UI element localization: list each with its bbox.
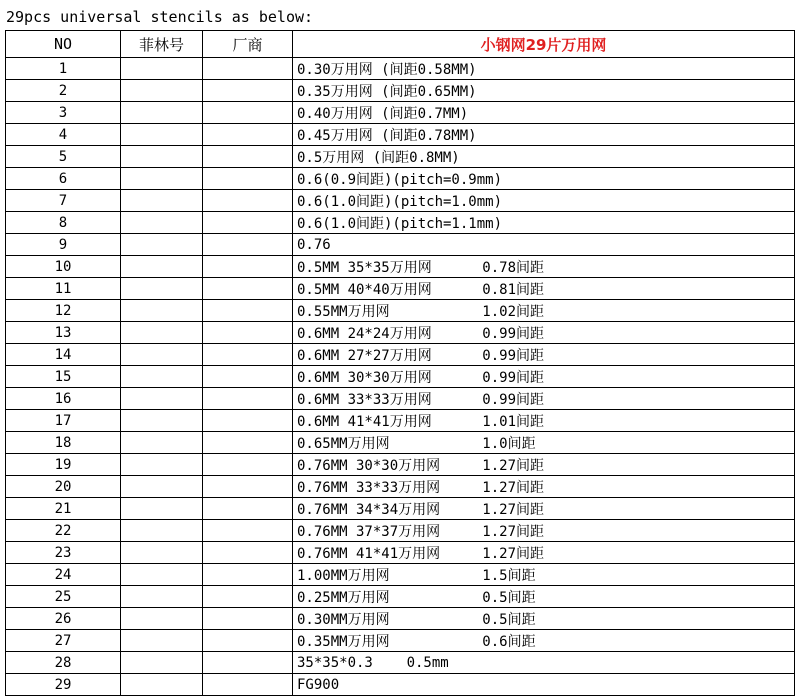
- cell-vendor: [203, 432, 293, 454]
- table-row: [6, 630, 795, 652]
- table-row: [6, 454, 795, 476]
- cell-no: 11: [6, 278, 121, 300]
- cell-no: 7: [6, 190, 121, 212]
- cell-vendor: [203, 410, 293, 432]
- table-row: [6, 652, 795, 674]
- cell-desc: 0.76MM 34*34万用网 1.27间距: [293, 498, 795, 520]
- cell-desc: 0.35MM万用网 0.6间距: [293, 630, 795, 652]
- cell-no: 6: [6, 168, 121, 190]
- cell-desc: 0.5MM 40*40万用网 0.81间距: [293, 278, 795, 300]
- cell-desc: 0.6MM 41*41万用网 1.01间距: [293, 410, 795, 432]
- table-row: [6, 608, 795, 630]
- cell-part-no: [121, 388, 203, 410]
- table-row: [6, 344, 795, 366]
- cell-part-no: [121, 630, 203, 652]
- cell-no: 18: [6, 432, 121, 454]
- header-desc: 小钢网29片万用网: [293, 31, 795, 58]
- cell-no: 14: [6, 344, 121, 366]
- cell-vendor: [203, 256, 293, 278]
- table-row: [6, 586, 795, 608]
- cell-part-no: [121, 256, 203, 278]
- cell-no: 21: [6, 498, 121, 520]
- cell-desc: 0.45万用网 (间距0.78MM): [293, 124, 795, 146]
- cell-vendor: [203, 212, 293, 234]
- cell-no: 28: [6, 652, 121, 674]
- cell-vendor: [203, 322, 293, 344]
- cell-part-no: [121, 344, 203, 366]
- cell-no: 19: [6, 454, 121, 476]
- cell-desc: 0.5万用网 (间距0.8MM): [293, 146, 795, 168]
- cell-desc: 0.6MM 30*30万用网 0.99间距: [293, 366, 795, 388]
- cell-no: 26: [6, 608, 121, 630]
- cell-desc: 0.6MM 33*33万用网 0.99间距: [293, 388, 795, 410]
- cell-no: 4: [6, 124, 121, 146]
- cell-part-no: [121, 80, 203, 102]
- cell-no: 27: [6, 630, 121, 652]
- cell-vendor: [203, 278, 293, 300]
- cell-vendor: [203, 190, 293, 212]
- table-row: [6, 234, 795, 256]
- cell-vendor: [203, 102, 293, 124]
- cell-part-no: [121, 542, 203, 564]
- table-row: [6, 432, 795, 454]
- cell-vendor: [203, 498, 293, 520]
- cell-no: 5: [6, 146, 121, 168]
- cell-part-no: [121, 212, 203, 234]
- table-row: [6, 476, 795, 498]
- table-row: [6, 212, 795, 234]
- cell-desc: 1.00MM万用网 1.5间距: [293, 564, 795, 586]
- cell-part-no: [121, 498, 203, 520]
- cell-desc: 0.30MM万用网 0.5间距: [293, 608, 795, 630]
- cell-no: 10: [6, 256, 121, 278]
- cell-desc: 0.76MM 37*37万用网 1.27间距: [293, 520, 795, 542]
- cell-vendor: [203, 542, 293, 564]
- table-row: [6, 300, 795, 322]
- header-vendor: 厂商: [203, 31, 293, 58]
- cell-part-no: [121, 146, 203, 168]
- cell-vendor: [203, 586, 293, 608]
- header-no: NO: [6, 31, 121, 58]
- cell-vendor: [203, 366, 293, 388]
- cell-vendor: [203, 300, 293, 322]
- cell-vendor: [203, 234, 293, 256]
- table-row: [6, 190, 795, 212]
- cell-no: 9: [6, 234, 121, 256]
- cell-vendor: [203, 388, 293, 410]
- cell-part-no: [121, 124, 203, 146]
- cell-desc: FG900: [293, 674, 795, 696]
- cell-vendor: [203, 476, 293, 498]
- table-row: [6, 102, 795, 124]
- cell-vendor: [203, 146, 293, 168]
- table-row: [6, 146, 795, 168]
- cell-part-no: [121, 300, 203, 322]
- cell-no: 16: [6, 388, 121, 410]
- cell-part-no: [121, 432, 203, 454]
- table-row: [6, 322, 795, 344]
- table-row: [6, 124, 795, 146]
- cell-desc: 0.55MM万用网 1.02间距: [293, 300, 795, 322]
- cell-vendor: [203, 674, 293, 696]
- header-row: [6, 31, 795, 58]
- cell-vendor: [203, 344, 293, 366]
- cell-vendor: [203, 520, 293, 542]
- cell-part-no: [121, 586, 203, 608]
- cell-no: 23: [6, 542, 121, 564]
- cell-part-no: [121, 234, 203, 256]
- cell-part-no: [121, 520, 203, 542]
- cell-no: 25: [6, 586, 121, 608]
- table-row: [6, 674, 795, 696]
- cell-vendor: [203, 80, 293, 102]
- stencil-table: [5, 30, 795, 696]
- table-row: [6, 80, 795, 102]
- table-row: [6, 58, 795, 80]
- table-row: [6, 366, 795, 388]
- cell-no: 1: [6, 58, 121, 80]
- cell-vendor: [203, 564, 293, 586]
- cell-vendor: [203, 168, 293, 190]
- cell-no: 3: [6, 102, 121, 124]
- cell-desc: 0.6MM 24*24万用网 0.99间距: [293, 322, 795, 344]
- cell-no: 17: [6, 410, 121, 432]
- cell-part-no: [121, 476, 203, 498]
- cell-desc: 0.40万用网 (间距0.7MM): [293, 102, 795, 124]
- cell-no: 8: [6, 212, 121, 234]
- cell-desc: 0.65MM万用网 1.0间距: [293, 432, 795, 454]
- cell-desc: 0.76MM 33*33万用网 1.27间距: [293, 476, 795, 498]
- table-row: [6, 388, 795, 410]
- table-row: [6, 168, 795, 190]
- cell-desc: 0.25MM万用网 0.5间距: [293, 586, 795, 608]
- table-row: [6, 520, 795, 542]
- cell-vendor: [203, 630, 293, 652]
- cell-part-no: [121, 410, 203, 432]
- cell-vendor: [203, 608, 293, 630]
- cell-no: 24: [6, 564, 121, 586]
- cell-desc: 0.76MM 41*41万用网 1.27间距: [293, 542, 795, 564]
- cell-part-no: [121, 322, 203, 344]
- table-row: [6, 278, 795, 300]
- cell-part-no: [121, 564, 203, 586]
- table-row: [6, 410, 795, 432]
- cell-desc: 0.6(1.0间距)(pitch=1.1mm): [293, 212, 795, 234]
- cell-part-no: [121, 366, 203, 388]
- cell-no: 2: [6, 80, 121, 102]
- cell-part-no: [121, 190, 203, 212]
- table-row: [6, 542, 795, 564]
- table-row: [6, 498, 795, 520]
- cell-desc: 0.6(1.0间距)(pitch=1.0mm): [293, 190, 795, 212]
- header-part-no: 菲林号: [121, 31, 203, 58]
- cell-part-no: [121, 674, 203, 696]
- cell-part-no: [121, 58, 203, 80]
- caption: 29pcs universal stencils as below:: [6, 8, 314, 26]
- cell-part-no: [121, 652, 203, 674]
- cell-no: 15: [6, 366, 121, 388]
- cell-no: 29: [6, 674, 121, 696]
- cell-part-no: [121, 278, 203, 300]
- cell-desc: 0.30万用网 (间距0.58MM): [293, 58, 795, 80]
- cell-vendor: [203, 58, 293, 80]
- cell-no: 22: [6, 520, 121, 542]
- cell-part-no: [121, 454, 203, 476]
- table-row: [6, 564, 795, 586]
- cell-vendor: [203, 124, 293, 146]
- cell-desc: 0.5MM 35*35万用网 0.78间距: [293, 256, 795, 278]
- cell-part-no: [121, 168, 203, 190]
- table-header: [6, 31, 795, 58]
- cell-desc: 0.35万用网 (间距0.65MM): [293, 80, 795, 102]
- cell-part-no: [121, 102, 203, 124]
- cell-vendor: [203, 652, 293, 674]
- cell-vendor: [203, 454, 293, 476]
- cell-no: 12: [6, 300, 121, 322]
- cell-no: 13: [6, 322, 121, 344]
- cell-part-no: [121, 608, 203, 630]
- table-row: [6, 256, 795, 278]
- cell-desc: 0.76MM 30*30万用网 1.27间距: [293, 454, 795, 476]
- cell-desc: 35*35*0.3 0.5mm: [293, 652, 795, 674]
- cell-desc: 0.76: [293, 234, 795, 256]
- table-body: [6, 58, 795, 696]
- cell-desc: 0.6(0.9间距)(pitch=0.9mm): [293, 168, 795, 190]
- cell-no: 20: [6, 476, 121, 498]
- cell-desc: 0.6MM 27*27万用网 0.99间距: [293, 344, 795, 366]
